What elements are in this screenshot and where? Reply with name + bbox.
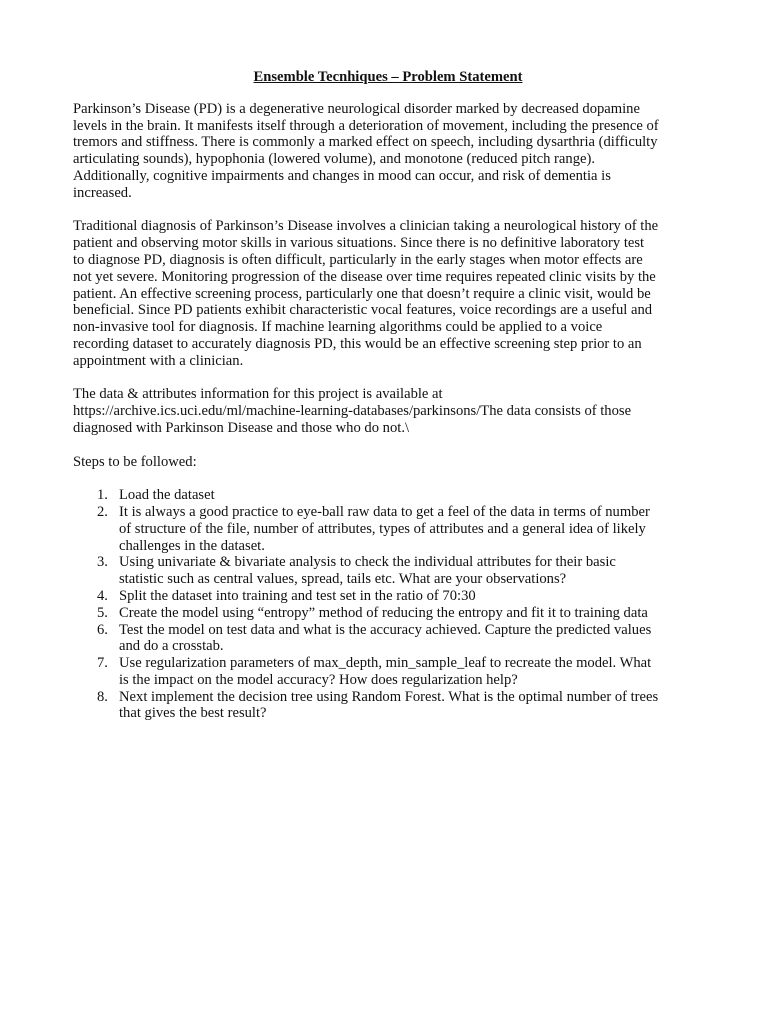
paragraph [73,218,703,369]
step-text: Split the dataset into training and test set in the ratio of 70:30 [119,587,476,604]
paragraph [73,101,703,202]
step-text: Load the dataset [119,487,215,504]
text-line: Steps to be followed: [73,453,197,470]
text-line: Parkinson’s Disease (PD) is a degenerative neurological disorder marked by decreased dopamine [73,100,640,117]
text-line: tremors and stiffness. There is commonly a marked effect on speech, including dysarthria (difficulty [73,134,658,151]
step-item [73,588,703,605]
document-page [73,69,703,722]
text-line: Additionally, cognitive impairments and changes in mood can occur, and risk of dementia is [73,167,611,184]
step-text: is the impact on the model accuracy? How does regularization help? [119,671,518,688]
step-text: statistic such as central values, spread, tails etc. What are your observations? [119,571,567,588]
step-item [73,655,703,689]
step-number: 3. [97,554,108,571]
text-line: articulating sounds), hypophonia (lowered volume), and monotone (reduced pitch range). [73,151,595,168]
step-item [73,622,703,656]
steps-list [73,487,703,722]
step-text: that gives the best result? [119,705,267,722]
text-line: to diagnose PD, diagnosis is often difficult, particularly in the early stages when motor effects are [73,251,643,268]
step-text: Create the model using “entropy” method of reducing the entropy and fit it to training data [119,604,648,621]
step-number: 5. [97,604,108,621]
text-line: recording dataset to accurately diagnosis PD, this would be an effective screening step prior to an [73,335,642,352]
step-text: of structure of the file, number of attributes, types of attributes and a general idea of likely [119,520,646,537]
text-line: Traditional diagnosis of Parkinson’s Disease involves a clinician taking a neurological history of the [73,218,659,235]
text-line: not yet severe. Monitoring progression of the disease over time requires repeated clinic visits by the [73,268,656,285]
text-line: beneficial. Since PD patients exhibit characteristic vocal features, voice recordings are a useful and [73,302,653,319]
step-text: Next implement the decision tree using Random Forest. What is the optimal number of trees [119,688,659,705]
step-text: Test the model on test data and what is the accuracy achieved. Capture the predicted values [119,621,652,638]
step-item [73,504,703,554]
step-number: 7. [97,655,108,672]
step-item [73,689,703,723]
paragraph [73,386,703,436]
step-number: 6. [97,621,108,638]
step-text: It is always a good practice to eye-ball raw data to get a feel of the data in terms of number [119,503,650,520]
step-number: 2. [97,503,108,520]
step-text: and do a crosstab. [119,638,224,655]
step-number: 1. [97,487,108,504]
step-item [73,487,703,504]
body-text [73,101,703,471]
step-number: 8. [97,688,108,705]
text-line: levels in the brain. It manifests itself through a deterioration of movement, including the presence of [73,117,659,134]
step-number: 4. [97,587,108,604]
text-line: diagnosed with Parkinson Disease and those who do not.\ [73,419,410,436]
step-text: Use regularization parameters of max_depth, min_sample_leaf to recreate the model. What [119,655,652,672]
step-item [73,554,703,588]
text-line: non-invasive tool for diagnosis. If machine learning algorithms could be applied to a voice [73,319,603,336]
step-text: Using univariate & bivariate analysis to check the individual attributes for their basic [119,554,616,571]
step-item [73,605,703,622]
document-title: Ensemble Tecnhiques – Problem Statement [253,69,523,85]
text-line: patient. An effective screening process, particularly one that doesn’t require a clinic visit, would be [73,285,651,302]
text-line: patient and observing motor skills in various situations. Since there is no definitive laboratory test [73,235,645,252]
text-line: increased. [73,184,132,201]
paragraph [73,454,703,471]
text-line: The data & attributes information for this project is available at [73,386,443,403]
text-line: appointment with a clinician. [73,352,244,369]
text-line: https://archive.ics.uci.edu/ml/machine-learning-databases/parkinsons/The data consists of those [73,403,632,420]
step-text: challenges in the dataset. [119,537,265,554]
